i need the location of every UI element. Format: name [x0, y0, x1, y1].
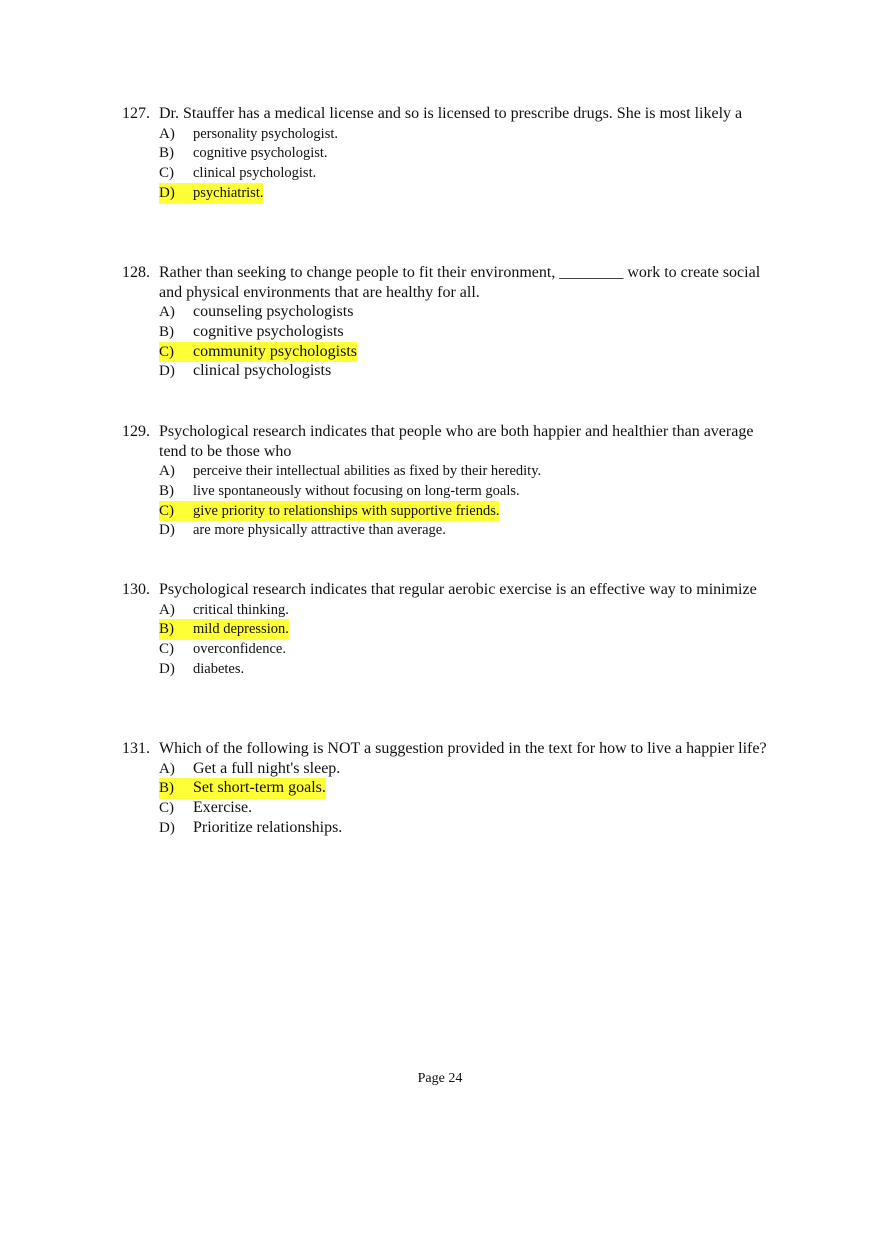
option-text: give priority to relationships with supportive friends.	[193, 502, 500, 519]
option-a	[159, 759, 782, 779]
question-stem: Rather than seeking to change people to fit their environment, ________ work to create social and physical environments that are healthy for all.	[159, 264, 761, 301]
question-stem: Psychological research indicates that regular aerobic exercise is an effective way to minimize	[159, 581, 757, 598]
option-letter: D)	[159, 522, 175, 539]
question-number: 130.	[122, 581, 150, 598]
option-b-correct-answer	[159, 778, 782, 798]
option-c	[159, 639, 782, 659]
option-text: personality psychologist.	[193, 125, 338, 142]
question-header	[122, 739, 782, 759]
option-letter: D)	[159, 184, 175, 201]
option-letter: C)	[159, 641, 174, 658]
option-text: critical thinking.	[193, 601, 289, 618]
option-c	[159, 798, 782, 818]
option-text: live spontaneously without focusing on long-term goals.	[193, 482, 520, 499]
option-letter: D)	[159, 660, 175, 677]
page-number: Page 24	[417, 1071, 463, 1086]
option-c-correct-answer	[159, 342, 782, 362]
option-text: cognitive psychologists	[193, 322, 344, 340]
answer-options	[159, 302, 782, 381]
question-number: 127.	[122, 105, 150, 122]
option-text: clinical psychologist.	[193, 165, 317, 182]
option-d	[159, 818, 782, 838]
question-stem: Which of the following is NOT a suggestion provided in the text for how to live a happier life?	[159, 740, 767, 757]
option-text: cognitive psychologist.	[193, 145, 328, 162]
option-text: Set short-term goals.	[193, 779, 326, 797]
question-number: 128.	[122, 264, 150, 281]
question-stem: Psychological research indicates that people who are both happier and healthier than average tend to be those who	[159, 423, 754, 460]
option-text: mild depression.	[193, 621, 289, 638]
option-letter: D)	[159, 363, 175, 380]
answer-options	[159, 124, 782, 203]
option-text: overconfidence.	[193, 641, 286, 658]
question-131	[122, 739, 782, 838]
option-text: Get a full night's sleep.	[193, 759, 341, 777]
question-128	[122, 263, 782, 381]
option-letter: B)	[159, 145, 174, 162]
option-text: counseling psychologists	[193, 303, 354, 320]
option-text: diabetes.	[193, 660, 245, 677]
answer-options	[159, 600, 782, 679]
option-b	[159, 481, 782, 501]
option-letter: A)	[159, 463, 175, 479]
question-127	[122, 104, 782, 203]
question-number: 129.	[122, 423, 150, 440]
option-a	[159, 124, 782, 144]
question-number: 131.	[122, 740, 150, 757]
option-text: Exercise.	[193, 799, 253, 817]
option-letter: C)	[159, 165, 174, 182]
option-letter: B)	[159, 780, 174, 797]
question-header	[122, 422, 782, 461]
option-text: are more physically attractive than average.	[193, 522, 446, 539]
option-b	[159, 143, 782, 163]
option-letter: C)	[159, 800, 174, 817]
option-letter: D)	[159, 819, 175, 836]
option-letter: C)	[159, 502, 174, 519]
option-b	[159, 322, 782, 342]
question-stem: Dr. Stauffer has a medical license and so is licensed to prescribe drugs. She is most likely a	[159, 105, 743, 122]
option-text: clinical psychologists	[193, 362, 332, 380]
option-letter: A)	[159, 304, 175, 320]
option-a	[159, 302, 782, 322]
option-b-correct-answer	[159, 619, 782, 639]
option-c-correct-answer	[159, 501, 782, 521]
option-text: perceive their intellectual abilities as fixed by their heredity.	[193, 463, 542, 479]
option-d	[159, 361, 782, 381]
question-header	[122, 104, 782, 124]
answer-options	[159, 461, 782, 540]
question-130	[122, 580, 782, 679]
option-d	[159, 659, 782, 679]
option-text: Prioritize relationships.	[193, 818, 343, 836]
option-d-correct-answer	[159, 183, 782, 203]
option-text: community psychologists	[193, 342, 357, 360]
option-c	[159, 163, 782, 183]
option-letter: A)	[159, 601, 175, 618]
answer-options	[159, 759, 782, 838]
option-letter: A)	[159, 760, 175, 777]
option-letter: A)	[159, 125, 175, 142]
option-text: psychiatrist.	[193, 184, 264, 201]
question-header	[122, 580, 782, 600]
option-letter: B)	[159, 482, 174, 499]
option-letter: B)	[159, 621, 174, 638]
question-header	[122, 263, 782, 302]
question-129	[122, 422, 782, 540]
option-letter: C)	[159, 343, 174, 360]
option-a	[159, 461, 782, 481]
option-letter: B)	[159, 323, 174, 340]
option-d	[159, 520, 782, 540]
option-a	[159, 600, 782, 620]
